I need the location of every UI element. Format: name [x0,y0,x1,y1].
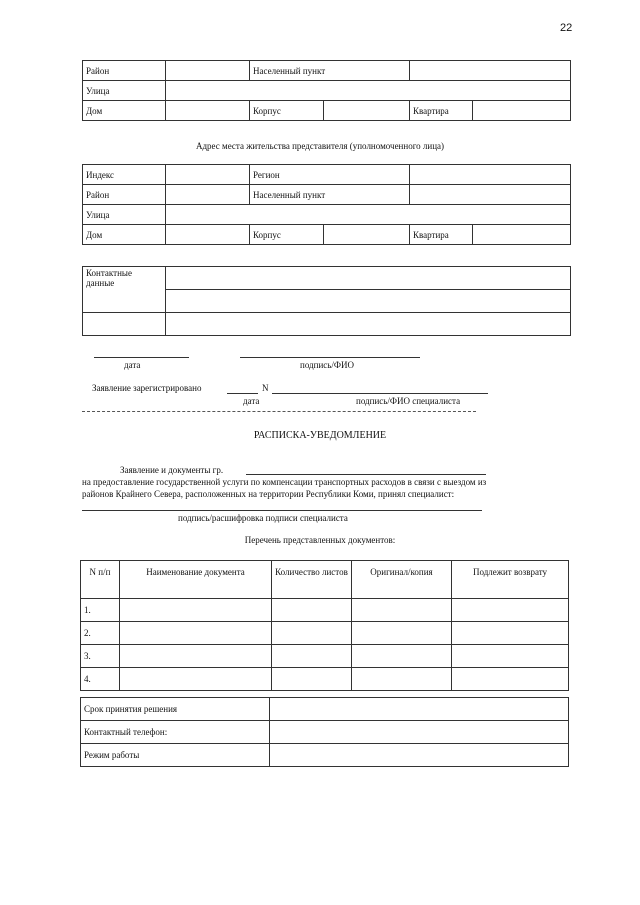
contacts-table [82,266,571,336]
sheets-cell[interactable] [272,622,352,645]
return-cell[interactable] [452,622,569,645]
settlement-value[interactable] [410,61,571,81]
apartment-value[interactable] [473,225,571,245]
region-value[interactable] [410,165,571,185]
work-hours-label: Режим работы [81,744,270,767]
district-label: Район [83,185,166,205]
building-value[interactable] [324,225,410,245]
date-caption: дата [124,360,141,370]
sheets-cell[interactable] [272,599,352,622]
apartment-label: Квартира [410,101,473,121]
col-original-copy: Оригинал/копия [352,561,452,599]
index-value[interactable] [166,165,250,185]
contacts-value-3[interactable] [166,313,571,336]
decision-term-label: Срок принятия решения [81,698,270,721]
registered-date-line[interactable] [227,393,258,394]
page-number: 22 [560,22,573,34]
district-label: Район [83,61,166,81]
street-label: Улица [83,81,166,101]
receipt-line-2: на предоставление государственной услуги по компенсации транспортных расходов в связи с выездом из [82,477,487,487]
registered-date-caption: дата [243,396,260,406]
registered-label: Заявление зарегистрировано [92,383,202,393]
col-return: Подлежит возврату [452,561,569,599]
row-number: 4. [81,668,120,691]
representative-address-caption: Адрес места жительства представителя (уполномоченного лица) [195,141,445,151]
sheets-cell[interactable] [272,645,352,668]
original-copy-cell[interactable] [352,668,452,691]
registered-n: N [262,383,269,393]
registered-signature-caption: подпись/ФИО специалиста [356,396,461,406]
receipt-title: РАСПИСКА-УВЕДОМЛЕНИЕ [253,430,387,441]
apartment-label: Квартира [410,225,473,245]
decision-term-value[interactable] [270,698,569,721]
document-name-cell[interactable] [120,599,272,622]
region-label: Регион [250,165,410,185]
date-line[interactable] [94,357,189,358]
building-value[interactable] [324,101,410,121]
district-value[interactable] [166,185,250,205]
cut-line [82,411,476,412]
contact-phone-label: Контактный телефон: [81,721,270,744]
settlement-label: Населенный пункт [250,185,410,205]
work-hours-value[interactable] [270,744,569,767]
table-row [81,622,569,645]
building-label: Корпус [250,101,324,121]
original-copy-cell[interactable] [352,599,452,622]
table-row [81,599,569,622]
street-value[interactable] [166,205,571,225]
settlement-label: Населенный пункт [250,61,410,81]
signature-line[interactable] [240,357,420,358]
documents-table [80,560,569,691]
specialist-signature-caption: подпись/расшифровка подписи специалиста [178,513,348,523]
building-label: Корпус [250,225,324,245]
return-cell[interactable] [452,668,569,691]
return-cell[interactable] [452,599,569,622]
house-label: Дом [83,225,166,245]
col-document-name: Наименование документа [120,561,272,599]
address-table [82,60,571,121]
col-number: N п/п [81,561,120,599]
info-table [80,697,569,767]
citizen-name-line[interactable] [246,474,486,475]
document-name-cell[interactable] [120,622,272,645]
house-label: Дом [83,101,166,121]
contact-phone-value[interactable] [270,721,569,744]
col-sheets: Количество листов [272,561,352,599]
contacts-label: Контактные данные [83,267,166,313]
contacts-value-2[interactable] [166,290,571,313]
row-number: 2. [81,622,120,645]
specialist-signature-line[interactable] [82,510,482,511]
street-label: Улица [83,205,166,225]
district-value[interactable] [166,61,250,81]
row-number: 3. [81,645,120,668]
contacts-value-1[interactable] [166,267,571,290]
receipt-line-3: районов Крайнего Севера, расположенных на территории Республики Коми, принял специалист: [82,489,455,499]
house-value[interactable] [166,101,250,121]
row-number: 1. [81,599,120,622]
settlement-value[interactable] [410,185,571,205]
index-label: Индекс [83,165,166,185]
return-cell[interactable] [452,645,569,668]
signature-caption: подпись/ФИО [300,360,354,370]
street-value[interactable] [166,81,571,101]
docs-caption: Перечень представленных документов: [244,535,396,545]
receipt-line-1: Заявление и документы гр. [120,465,224,475]
apartment-value[interactable] [473,101,571,121]
house-value[interactable] [166,225,250,245]
document-name-cell[interactable] [120,645,272,668]
contacts-extra-label [83,313,166,336]
sheets-cell[interactable] [272,668,352,691]
original-copy-cell[interactable] [352,645,452,668]
representative-address-table [82,164,571,245]
table-row [81,645,569,668]
document-name-cell[interactable] [120,668,272,691]
registered-number-line[interactable] [272,393,488,394]
table-row [81,668,569,691]
original-copy-cell[interactable] [352,622,452,645]
